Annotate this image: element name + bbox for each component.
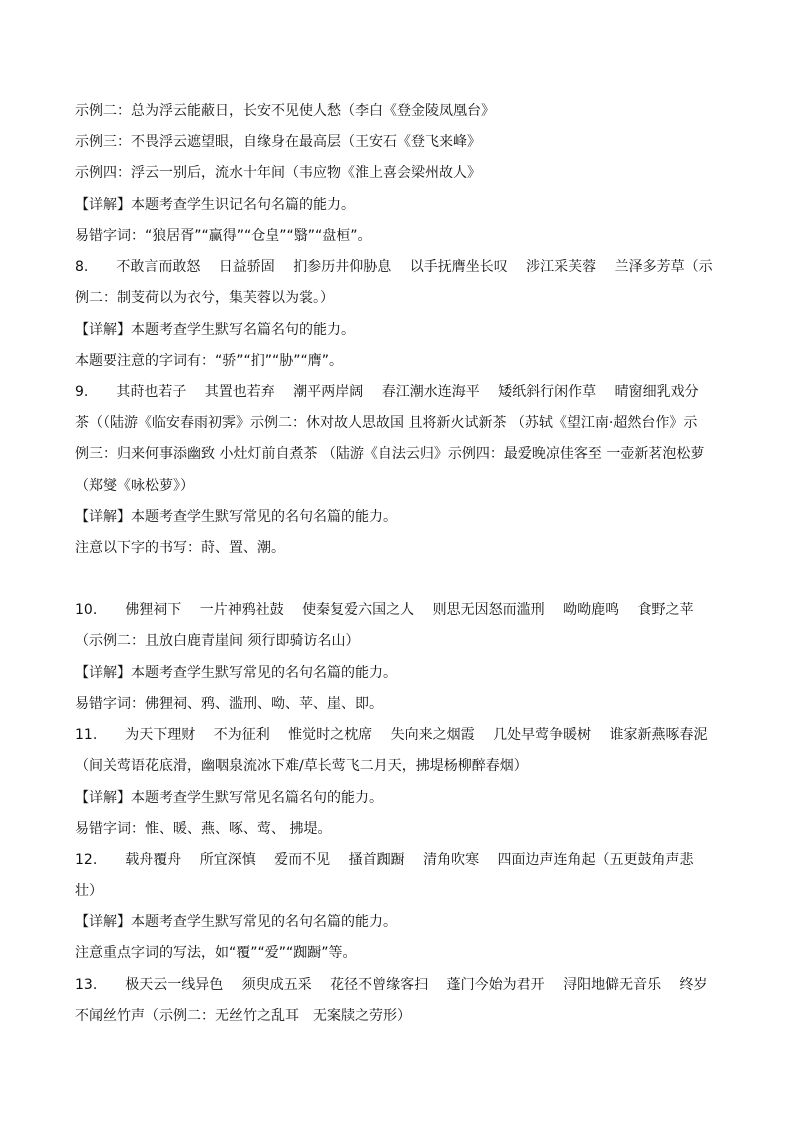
- answer-8: 8. 不敢言而敢怒 日益骄固 扪参历井仰胁息 以手抚膺坐长叹 涉江采芙蓉 兰泽多芳草（示: [75, 259, 713, 275]
- text-line: （示例二：且放白鹿青崖间 须行即骑访名山）: [75, 633, 360, 649]
- text-line: 【详解】本题考查学生默写常见的名句名篇的能力。: [75, 665, 397, 681]
- text-line: 易错字词：惟、暖、燕、啄、莺、 拂堤。: [75, 821, 332, 837]
- text-line: 示例三：不畏浮云遮望眼，自缘身在最高层（王安石《登飞来峰》: [75, 134, 481, 150]
- text-line: 注意以下字的书写：莳、置、潮。: [75, 540, 285, 556]
- text-line: 易错字词：佛狸祠、鸦、滥刑、呦、苹、崖、即。: [75, 696, 383, 712]
- text-line: 壮）: [75, 883, 103, 899]
- answer-13: 13. 极天云一线异色 须臾成五采 花径不曾缘客扫 蓬门今始为君开 浔阳地僻无音乐 终岁: [75, 977, 708, 993]
- text-line: 示例四：浮云一别后，流水十年间（韦应物《淮上喜会梁州故人》: [75, 165, 481, 181]
- text-line: 【详解】本题考查学生默写名篇名句的能力。: [75, 322, 355, 338]
- text-line: 茶（（陆游《临安春雨初霁》示例二：休对故人思故国 且将新火试新茶 （苏轼《望江南·超然台作》示: [75, 415, 698, 431]
- text-line: 【详解】本题考查学生识记名句名篇的能力。: [75, 197, 355, 213]
- text-line: （郑燮《咏松萝》）: [75, 478, 194, 494]
- text-line: 易错字词：“狼居胥”“赢得”“仓皇”“翳”“盘桓”。: [75, 228, 372, 244]
- answer-9: 9. 其莳也若子 其置也若弃 潮平两岸阔 春江潮水连海平 矮纸斜行闲作草 晴窗细乳戏分: [75, 384, 699, 400]
- text-line: （间关莺语花底滑，幽咽泉流冰下难/草长莺飞二月天，拂堤杨柳醉春烟）: [75, 758, 528, 774]
- answer-11: 11. 为天下理财 不为征利 惟觉时之枕席 失向来之烟霞 几处早莺争暖树 谁家新燕啄春泥: [75, 727, 708, 743]
- text-line: 例三：归来何事添幽致 小灶灯前自煮茶 （陆游《自法云归》示例四：最爱晚凉佳客至 一壶新茗泡松萝: [75, 446, 705, 462]
- answer-10: 10. 佛狸祠下 一片神鸦社鼓 使秦复爱六国之人 则思无因怒而滥刑 呦呦鹿鸣 食野之苹: [75, 602, 694, 618]
- text-line: 【详解】本题考查学生默写常见的名句名篇的能力。: [75, 509, 397, 525]
- text-line: 【详解】本题考查学生默写常见的名句名篇的能力。: [75, 914, 397, 930]
- text-line: 【详解】本题考查学生默写常见名篇名句的能力。: [75, 790, 383, 806]
- text-line: 例二：制芰荷以为衣兮，集芙蓉以为裳。）: [75, 290, 334, 306]
- text-line: 本题要注意的字词有：“骄”“扪”“胁”“膺”。: [75, 353, 344, 369]
- text-line: 注意重点字词的写法，如“覆”“爱”“踟蹰”等。: [75, 945, 357, 961]
- text-line: 不闻丝竹声（示例二：无丝竹之乱耳 无案牍之劳形）: [75, 1008, 411, 1024]
- text-line: 示例二：总为浮云能蔽日，长安不见使人愁（李白《登金陵凤凰台》: [75, 103, 495, 119]
- answer-12: 12. 载舟覆舟 所宜深慎 爱而不见 搔首踟蹰 清角吹寒 四面边声连角起（五更鼓角声悲: [75, 852, 694, 868]
